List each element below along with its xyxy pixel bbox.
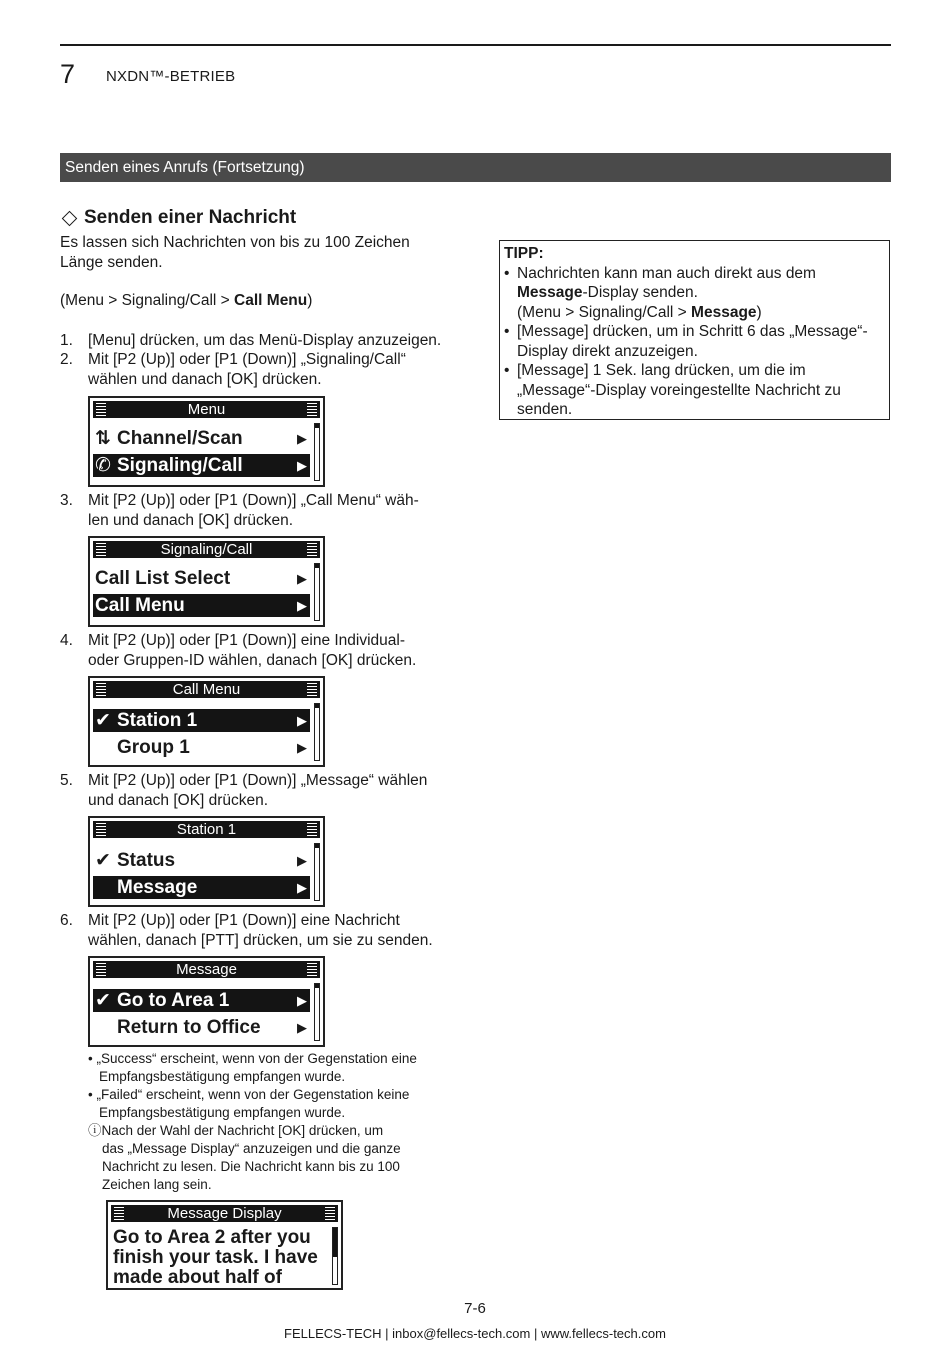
step-3 <box>60 491 460 531</box>
scrollbar[interactable] <box>332 1227 338 1285</box>
menu-lines-icon <box>325 1207 335 1220</box>
step-6 <box>60 911 460 951</box>
screen-title: Signaling/Call <box>160 541 253 558</box>
menu-lines-icon <box>114 1207 124 1220</box>
arrow-right-icon: ▶ <box>297 571 307 586</box>
step-text: Mit [P2 (Up)] oder [P1 (Down)] „Message“ wählen <box>88 772 428 789</box>
scrollbar-thumb[interactable] <box>333 1228 337 1257</box>
page-number: 7-6 <box>464 1300 486 1317</box>
note-line: • „Failed“ erscheint, wenn von der Gegenstation keine <box>88 1087 410 1102</box>
message-line: Go to Area 2 after you <box>113 1227 311 1248</box>
lcd-screen-menu <box>88 396 325 487</box>
intro-line-1: Es lassen sich Nachrichten von bis zu 100 Zeichen <box>60 234 410 251</box>
menu-row-call-list-select[interactable] <box>93 567 310 590</box>
note-success <box>88 1050 458 1194</box>
tip-line: [Message] 1 Sek. lang drücken, um die im <box>517 362 806 379</box>
lcd-screen-message-display <box>106 1200 343 1290</box>
note-line: ⓘNach der Wahl der Nachricht [OK] drücken, um <box>88 1123 384 1138</box>
checkmark-icon: ✔ <box>95 850 111 871</box>
message-line: finish your task. I have <box>113 1247 318 1268</box>
step-text: wählen und danach [OK] drücken. <box>88 371 322 388</box>
step-text: Mit [P2 (Up)] oder [P1 (Down)] „Call Menu“ wäh- <box>88 492 419 509</box>
menu-path-prefix: (Menu > Signaling/Call > <box>60 292 235 309</box>
tip-line: senden. <box>517 401 573 418</box>
screen-title-bar <box>93 961 320 978</box>
row-label: Go to Area 1 <box>117 990 230 1011</box>
row-label: Station 1 <box>117 710 198 731</box>
top-rule <box>60 44 891 46</box>
tip-line: „Message“-Display voreingestellte Nachricht zu <box>517 381 841 399</box>
arrow-right-icon: ▶ <box>297 853 307 868</box>
diamond-icon <box>62 210 78 226</box>
tip-text: (Menu > Signaling/Call > <box>517 303 692 321</box>
arrow-right-icon: ▶ <box>297 598 307 613</box>
step-number: 2. <box>60 351 73 368</box>
lcd-screen-call-menu <box>88 676 325 767</box>
menu-path-suffix: ) <box>307 292 313 309</box>
scrollbar[interactable] <box>314 703 320 761</box>
checkmark-icon: ✔ <box>95 710 111 731</box>
scrollbar[interactable] <box>314 843 320 901</box>
screen-title-bar <box>93 681 320 698</box>
arrow-right-icon: ▶ <box>297 740 307 755</box>
step-4 <box>60 631 460 671</box>
tip-text: -Display senden. <box>582 284 698 301</box>
row-label: Group 1 <box>117 737 190 758</box>
step-number: 6. <box>60 912 73 929</box>
scrollbar[interactable] <box>314 563 320 621</box>
screen-title: Message <box>176 961 237 978</box>
tip-bold: Message <box>517 284 583 301</box>
heading-text: Senden einer Nachricht <box>84 207 297 228</box>
step-text: und danach [OK] drücken. <box>88 792 269 809</box>
tip-bold: Message <box>691 303 757 321</box>
menu-lines-icon <box>307 403 317 416</box>
note-line: • „Success“ erscheint, wenn von der Gegenstation eine <box>88 1051 417 1066</box>
tip-line: [Message] drücken, um in Schritt 6 das „Message“- <box>517 323 868 340</box>
menu-lines-icon <box>307 683 317 696</box>
section-bar: Senden eines Anrufs (Fortsetzung) <box>60 153 891 182</box>
step-number: 1. <box>60 332 73 349</box>
menu-row-status[interactable] <box>93 849 310 872</box>
menu-lines-icon <box>96 823 106 836</box>
chapter-title: NXDN™-BETRIEB <box>106 68 236 85</box>
menu-row-group-1[interactable] <box>93 736 310 759</box>
menu-row-signaling-call[interactable] <box>93 454 310 477</box>
checkmark-icon: ✔ <box>95 990 111 1011</box>
menu-lines-icon <box>307 823 317 836</box>
up-down-arrows-icon: ⇅ <box>95 428 111 449</box>
step-number: 4. <box>60 632 73 649</box>
screen-title-bar <box>93 401 320 418</box>
menu-path-bold: Call Menu <box>234 292 308 309</box>
intro-line-2: Länge senden. <box>60 254 163 271</box>
tip-item-2 <box>504 322 889 361</box>
arrow-right-icon: ▶ <box>297 993 307 1008</box>
note-line: Empfangsbestätigung empfangen wurde. <box>99 1105 346 1120</box>
screen-title-bar <box>93 541 320 558</box>
tip-line <box>517 303 889 323</box>
screen-title-bar <box>111 1205 338 1222</box>
step-number: 3. <box>60 492 73 509</box>
step-text: [Menu] drücken, um das Menü-Display anzuzeigen. <box>88 332 442 349</box>
step-text: Mit [P2 (Up)] oder [P1 (Down)] eine Nachricht <box>88 912 400 929</box>
menu-row-station-1[interactable] <box>93 709 310 732</box>
tip-item-3 <box>504 361 889 420</box>
menu-lines-icon <box>307 543 317 556</box>
tip-line: Nachrichten kann man auch direkt aus dem <box>517 264 816 282</box>
tip-line: Display direkt anzuzeigen. <box>517 342 698 360</box>
arrow-right-icon: ▶ <box>297 1020 307 1035</box>
row-label: Call List Select <box>95 568 231 589</box>
bullet: • <box>504 323 510 340</box>
menu-row-go-to-area-1[interactable] <box>93 989 310 1012</box>
message-text <box>113 1228 318 1288</box>
tip-item-1 <box>504 264 889 323</box>
section-heading <box>60 206 296 230</box>
screen-title-bar <box>93 821 320 838</box>
row-label: Return to Office <box>117 1017 261 1038</box>
menu-lines-icon <box>96 683 106 696</box>
step-text: oder Gruppen-ID wählen, danach [OK] drücken. <box>88 652 417 669</box>
screen-title: Station 1 <box>176 821 237 838</box>
bullet: • <box>504 264 510 282</box>
note-line: Nachricht zu lesen. Die Nachricht kann bis zu 100 <box>102 1159 400 1174</box>
note-line: das „Message Display“ anzuzeigen und die ganze <box>102 1141 401 1156</box>
arrow-right-icon: ▶ <box>297 713 307 728</box>
scrollbar-thumb[interactable] <box>315 844 319 848</box>
arrow-right-icon: ▶ <box>297 431 307 446</box>
scrollbar[interactable] <box>314 423 320 481</box>
step-5 <box>60 771 460 811</box>
row-label: Channel/Scan <box>117 428 243 449</box>
step-text: len und danach [OK] drücken. <box>88 512 294 529</box>
screen-title: Call Menu <box>172 681 241 698</box>
scrollbar[interactable] <box>314 983 320 1041</box>
scrollbar-thumb[interactable] <box>315 564 319 568</box>
arrow-right-icon: ▶ <box>297 458 307 473</box>
menu-path <box>60 291 450 311</box>
row-label: Signaling/Call <box>117 455 243 476</box>
step-text: Mit [P2 (Up)] oder [P1 (Down)] „Signaling/Call“ <box>88 351 406 368</box>
tip-title: TIPP: <box>504 245 544 262</box>
footer-contact: FELLECS-TECH | inbox@fellecs-tech.com | www.fellecs-tech.com <box>284 1326 666 1341</box>
step-text: Mit [P2 (Up)] oder [P1 (Down)] eine Individual- <box>88 632 406 649</box>
message-line: made about half of <box>113 1267 282 1288</box>
lcd-screen-station-1 <box>88 816 325 907</box>
row-label: Status <box>117 850 176 871</box>
step-text: wählen, danach [PTT] drücken, um sie zu senden. <box>88 932 433 949</box>
menu-lines-icon <box>96 403 106 416</box>
step-2 <box>60 350 460 390</box>
scrollbar-thumb[interactable] <box>315 704 319 708</box>
chapter-number: 7 <box>60 59 76 89</box>
menu-row-call-menu[interactable] <box>93 594 310 617</box>
tip-box <box>499 240 890 420</box>
screen-title: Message Display <box>167 1205 282 1222</box>
row-label: Call Menu <box>95 595 185 616</box>
menu-row-channel-scan[interactable] <box>93 427 310 450</box>
step-number: 5. <box>60 772 73 789</box>
tip-text: ) <box>756 303 762 321</box>
lcd-screen-signaling-call <box>88 536 325 627</box>
menu-lines-icon <box>96 963 106 976</box>
menu-row-return-to-office[interactable] <box>93 1016 310 1039</box>
bullet: • <box>504 362 510 379</box>
screen-title: Menu <box>187 401 226 418</box>
phone-handset-icon: ✆ <box>95 455 111 476</box>
lcd-screen-message <box>88 956 325 1047</box>
note-line: Empfangsbestätigung empfangen wurde. <box>99 1069 346 1084</box>
scrollbar-thumb[interactable] <box>315 984 319 988</box>
scrollbar-thumb[interactable] <box>315 424 319 428</box>
menu-lines-icon <box>307 963 317 976</box>
note-line: Zeichen lang sein. <box>102 1177 212 1192</box>
arrow-right-icon: ▶ <box>297 880 307 895</box>
menu-lines-icon <box>96 543 106 556</box>
row-label: Message <box>117 877 198 898</box>
tip-line <box>517 283 889 303</box>
menu-row-message[interactable] <box>93 876 310 899</box>
